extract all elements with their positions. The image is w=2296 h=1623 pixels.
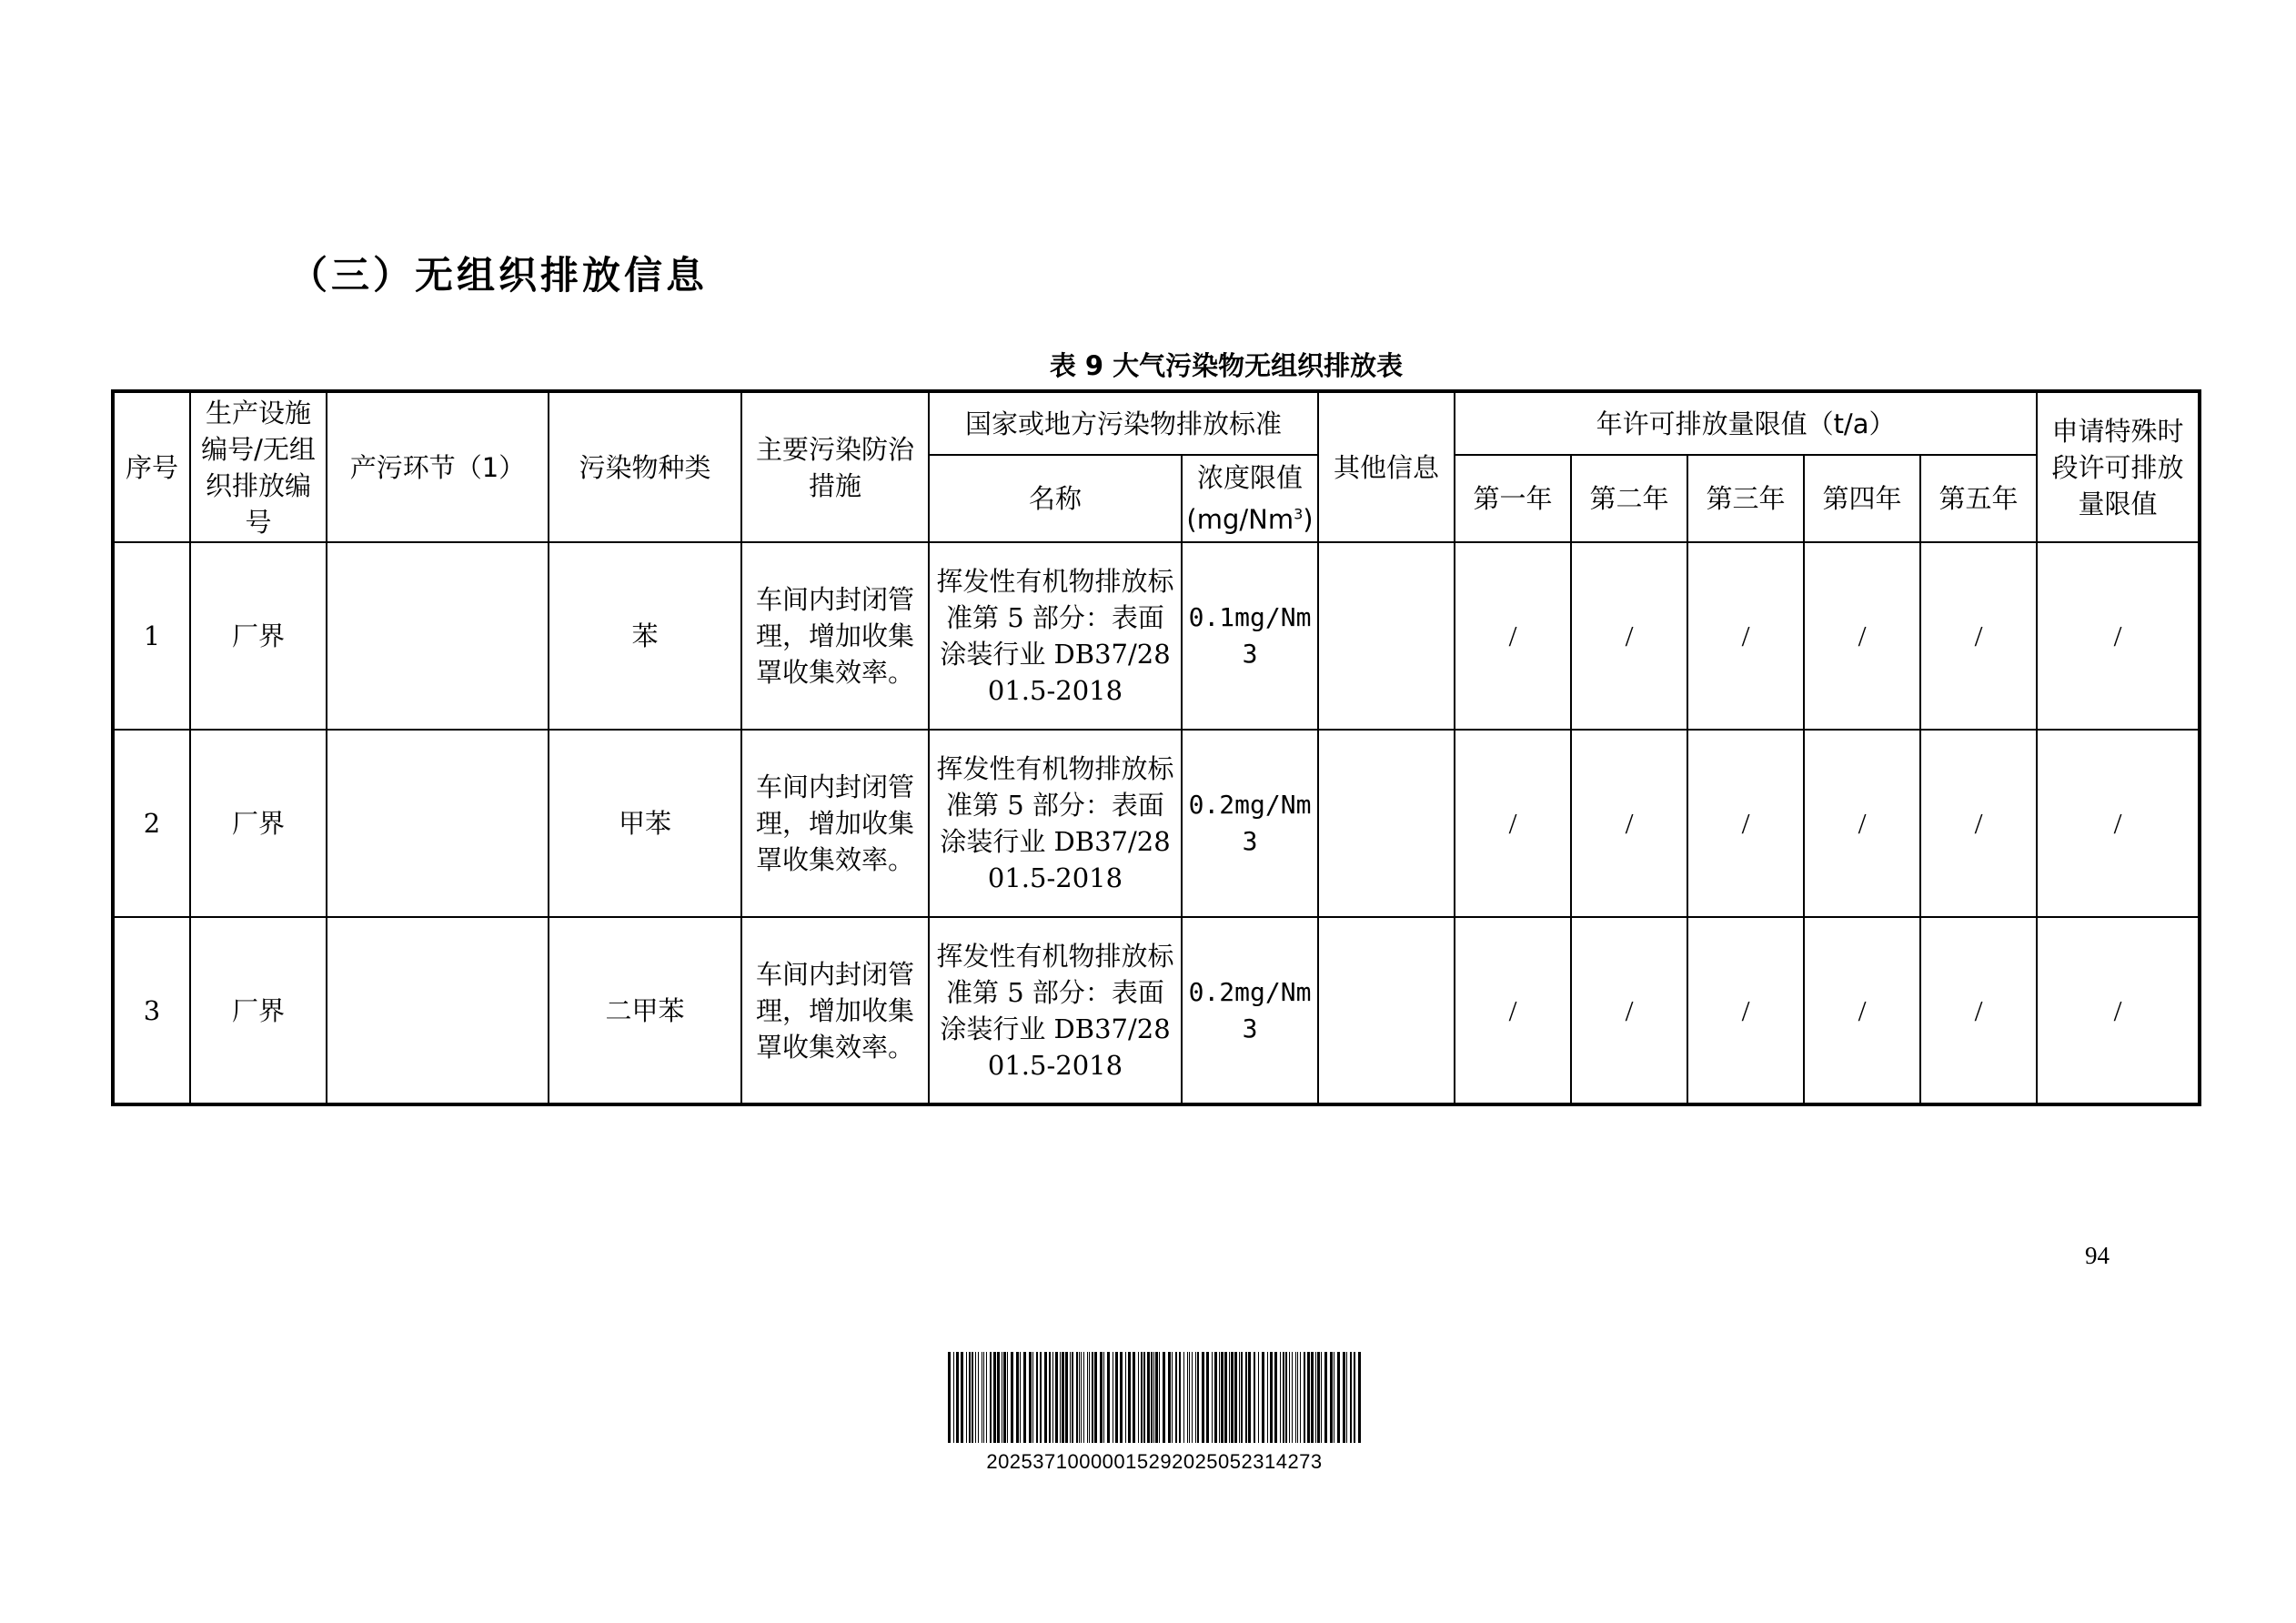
barcode-bar: [1295, 1352, 1296, 1443]
header-limit-unit: (mg/Nm$^3$): [1186, 503, 1314, 535]
header-facility: 生产设施编号/无组织排放编号: [190, 391, 327, 542]
cell-year-5: /: [1920, 542, 2037, 730]
barcode-bar: [1087, 1352, 1088, 1443]
emission-table: [111, 389, 2201, 1106]
cell-limit: 0.2mg/Nm3: [1182, 730, 1318, 917]
barcode-bar: [1094, 1352, 1097, 1443]
cell-other: [1318, 730, 1455, 917]
barcode-bar: [1195, 1352, 1196, 1443]
cell-measures: 车间内封闭管理，增加收集罩收集效率。: [741, 730, 929, 917]
header-seq: 序号: [113, 391, 190, 542]
cell-seq: 2: [113, 730, 190, 917]
barcode-bar: [1245, 1352, 1247, 1443]
cell-year-1: /: [1455, 917, 1571, 1104]
barcode-bar: [1036, 1352, 1038, 1443]
barcode-bar: [1020, 1352, 1021, 1443]
barcode-bar: [1011, 1352, 1013, 1443]
barcode-bar: [1155, 1352, 1158, 1443]
section-title: （三）无组织排放信息: [289, 253, 709, 297]
header-pollutant: 污染物种类: [549, 391, 741, 542]
header-year-2: 第二年: [1571, 455, 1687, 542]
barcode-bar: [1330, 1352, 1333, 1443]
barcode-bar: [1280, 1352, 1281, 1443]
cell-year-2: /: [1571, 542, 1687, 730]
cell-seq: 3: [113, 917, 190, 1104]
header-measures: 主要污染防治措施: [741, 391, 929, 542]
barcode-bar: [1350, 1352, 1352, 1443]
barcode-bar: [1175, 1352, 1177, 1443]
cell-other: [1318, 917, 1455, 1104]
barcode-bar: [997, 1352, 1000, 1443]
barcode-bar: [1354, 1352, 1355, 1443]
barcode: [946, 1352, 1363, 1443]
barcode-bar: [1285, 1352, 1287, 1443]
barcode-bar: [1100, 1352, 1103, 1443]
barcode-bar: [1072, 1352, 1073, 1443]
header-other: 其他信息: [1318, 391, 1455, 542]
barcode-bar: [1187, 1352, 1188, 1443]
barcode-bar: [1289, 1352, 1290, 1443]
barcode-bar: [1052, 1352, 1053, 1443]
barcode-bar: [1023, 1352, 1026, 1443]
barcode-bar: [1206, 1352, 1209, 1443]
barcode-bar: [1197, 1352, 1199, 1443]
header-year-1: 第一年: [1455, 455, 1571, 542]
barcode-bar: [1003, 1352, 1006, 1443]
barcode-bar: [1311, 1352, 1314, 1443]
barcode-bar: [1317, 1352, 1320, 1443]
barcode-bar: [1231, 1352, 1234, 1443]
barcode-bar: [1007, 1352, 1008, 1443]
header-standard-group: 国家或地方污染物排放标准: [929, 391, 1318, 455]
barcode-bar: [1044, 1352, 1047, 1443]
barcode-bar: [1079, 1352, 1080, 1443]
cell-special: /: [2037, 730, 2200, 917]
barcode-bar: [1159, 1352, 1160, 1443]
barcode-bar: [1143, 1352, 1145, 1443]
cell-year-2: /: [1571, 730, 1687, 917]
barcode-bar: [1168, 1352, 1171, 1443]
barcode-bar: [1153, 1352, 1154, 1443]
page-number: 94: [2085, 1242, 2110, 1269]
barcode-bar: [1125, 1352, 1126, 1443]
barcode-bar: [1212, 1352, 1213, 1443]
table-caption: [0, 346, 2296, 383]
cell-stage: [327, 542, 549, 730]
header-annual-group: 年许可排放量限值（t/a）: [1455, 391, 2037, 455]
barcode-bar: [990, 1352, 992, 1443]
barcode-bar: [1103, 1352, 1104, 1443]
cell-measures: 车间内封闭管理，增加收集罩收集效率。: [741, 542, 929, 730]
cell-year-5: /: [1920, 730, 2037, 917]
header-standard-name: 名称: [929, 455, 1182, 542]
cell-standard-name: 挥发性有机物排放标准第 5 部分：表面涂装行业 DB37/2801.5-2018: [929, 542, 1182, 730]
barcode-bar: [1147, 1352, 1150, 1443]
barcode-bar: [1070, 1352, 1071, 1443]
cell-year-3: /: [1687, 730, 1804, 917]
barcode-bar: [983, 1352, 984, 1443]
barcode-bar: [1138, 1352, 1139, 1443]
cell-year-4: /: [1804, 730, 1920, 917]
cell-limit: 0.2mg/Nm3: [1182, 917, 1318, 1104]
barcode-bar: [1115, 1352, 1118, 1443]
barcode-bar: [1062, 1352, 1064, 1443]
header-special: 申请特殊时段许可排放量限值: [2037, 391, 2200, 542]
barcode-number: 20253710000015292025052314273: [986, 1450, 1323, 1473]
barcode-bar: [1258, 1352, 1259, 1443]
barcode-bar: [1241, 1352, 1243, 1443]
barcode-bar: [1049, 1352, 1051, 1443]
barcode-bar: [1343, 1352, 1345, 1443]
barcode-bar: [978, 1352, 979, 1443]
cell-special: /: [2037, 917, 2200, 1104]
barcode-bar: [948, 1352, 951, 1443]
barcode-bar: [1304, 1352, 1305, 1443]
barcode-bar: [1065, 1352, 1068, 1443]
barcode-bar: [1076, 1352, 1078, 1443]
table-row: [113, 917, 2200, 1104]
cell-standard-name: 挥发性有机物排放标准第 5 部分：表面涂装行业 DB37/2801.5-2018: [929, 917, 1182, 1104]
header-year-4: 第四年: [1804, 455, 1920, 542]
barcode-bar: [966, 1352, 967, 1443]
barcode-bar: [993, 1352, 996, 1443]
cell-pollutant: 甲苯: [549, 730, 741, 917]
barcode-bar: [1292, 1352, 1293, 1443]
barcode-bar: [1307, 1352, 1310, 1443]
barcode-bar: [1358, 1352, 1361, 1443]
barcode-bar: [1346, 1352, 1347, 1443]
cell-facility: 厂界: [190, 917, 327, 1104]
cell-year-5: /: [1920, 917, 2037, 1104]
cell-year-1: /: [1455, 542, 1571, 730]
barcode-bar: [1270, 1352, 1273, 1443]
cell-pollutant: 二甲苯: [549, 917, 741, 1104]
cell-year-1: /: [1455, 730, 1571, 917]
cell-seq: 1: [113, 542, 190, 730]
barcode-bar: [1120, 1352, 1123, 1443]
barcode-bar: [1128, 1352, 1131, 1443]
barcode-bar: [1040, 1352, 1042, 1443]
cell-stage: [327, 917, 549, 1104]
cell-facility: 厂界: [190, 542, 327, 730]
barcode-bar: [1055, 1352, 1058, 1443]
barcode-bar: [1060, 1352, 1061, 1443]
barcode-bar: [1172, 1352, 1173, 1443]
barcode-bar: [1141, 1352, 1143, 1443]
barcode-bar: [1092, 1352, 1093, 1443]
barcode-bar: [1081, 1352, 1082, 1443]
table-row: [113, 542, 2200, 730]
barcode-bar: [1297, 1352, 1298, 1443]
barcode-bar: [1214, 1352, 1217, 1443]
table-row: [113, 730, 2200, 917]
barcode-bar: [1192, 1352, 1193, 1443]
barcode-bar: [1262, 1352, 1264, 1443]
header-row-1: [113, 391, 2200, 455]
header-stage: 产污环节（1）: [327, 391, 549, 542]
barcode-bar: [1274, 1352, 1277, 1443]
barcode-bar: [1016, 1352, 1019, 1443]
barcode-bar: [1029, 1352, 1032, 1443]
table-caption-text: 表 9 大气污染物无组织排放表: [1049, 350, 1404, 381]
barcode-bar: [986, 1352, 987, 1443]
barcode-bar: [961, 1352, 963, 1443]
barcode-bar: [1300, 1352, 1301, 1443]
barcode-bar: [1151, 1352, 1153, 1443]
cell-special: /: [2037, 542, 2200, 730]
barcode-bar: [1321, 1352, 1322, 1443]
barcode-bar: [1337, 1352, 1340, 1443]
barcode-bar: [1083, 1352, 1084, 1443]
cell-year-2: /: [1571, 917, 1687, 1104]
header-year-5: 第五年: [1920, 455, 2037, 542]
header-limit-label: 浓度限值: [1197, 462, 1304, 494]
cell-limit: 0.1mg/Nm3: [1182, 542, 1318, 730]
barcode-bar: [1248, 1352, 1251, 1443]
barcode-bar: [1189, 1352, 1190, 1443]
cell-stage: [327, 730, 549, 917]
barcode-bar: [1234, 1352, 1237, 1443]
cell-year-4: /: [1804, 917, 1920, 1104]
barcode-bar: [1229, 1352, 1230, 1443]
cell-pollutant: 苯: [549, 542, 741, 730]
cell-year-4: /: [1804, 542, 1920, 730]
cell-standard-name: 挥发性有机物排放标准第 5 部分：表面涂装行业 DB37/2801.5-2018: [929, 730, 1182, 917]
barcode-bar: [1224, 1352, 1227, 1443]
barcode-bar: [1221, 1352, 1224, 1443]
barcode-bar: [1133, 1352, 1135, 1443]
barcode-bar: [1267, 1352, 1268, 1443]
barcode-bar: [1183, 1352, 1184, 1443]
barcode-bar: [972, 1352, 973, 1443]
barcode-bar: [1254, 1352, 1255, 1443]
barcode-bar: [969, 1352, 971, 1443]
barcode-bar: [1107, 1352, 1110, 1443]
barcode-bar: [1089, 1352, 1090, 1443]
barcode-bar: [1239, 1352, 1240, 1443]
barcode-bar: [1163, 1352, 1165, 1443]
cell-facility: 厂界: [190, 730, 327, 917]
cell-year-3: /: [1687, 542, 1804, 730]
header-limit: [1182, 455, 1318, 542]
barcode-bar: [953, 1352, 954, 1443]
barcode-bar: [1315, 1352, 1316, 1443]
barcode-bar: [975, 1352, 976, 1443]
header-year-3: 第三年: [1687, 455, 1804, 542]
barcode-bar: [1202, 1352, 1204, 1443]
cell-other: [1318, 542, 1455, 730]
cell-year-3: /: [1687, 917, 1804, 1104]
barcode-bar: [1032, 1352, 1033, 1443]
barcode-bar: [1283, 1352, 1284, 1443]
barcode-bar: [956, 1352, 959, 1443]
barcode-bar: [1324, 1352, 1327, 1443]
cell-measures: 车间内封闭管理，增加收集罩收集效率。: [741, 917, 929, 1104]
barcode-bar: [1219, 1352, 1220, 1443]
barcode-bar: [1179, 1352, 1181, 1443]
